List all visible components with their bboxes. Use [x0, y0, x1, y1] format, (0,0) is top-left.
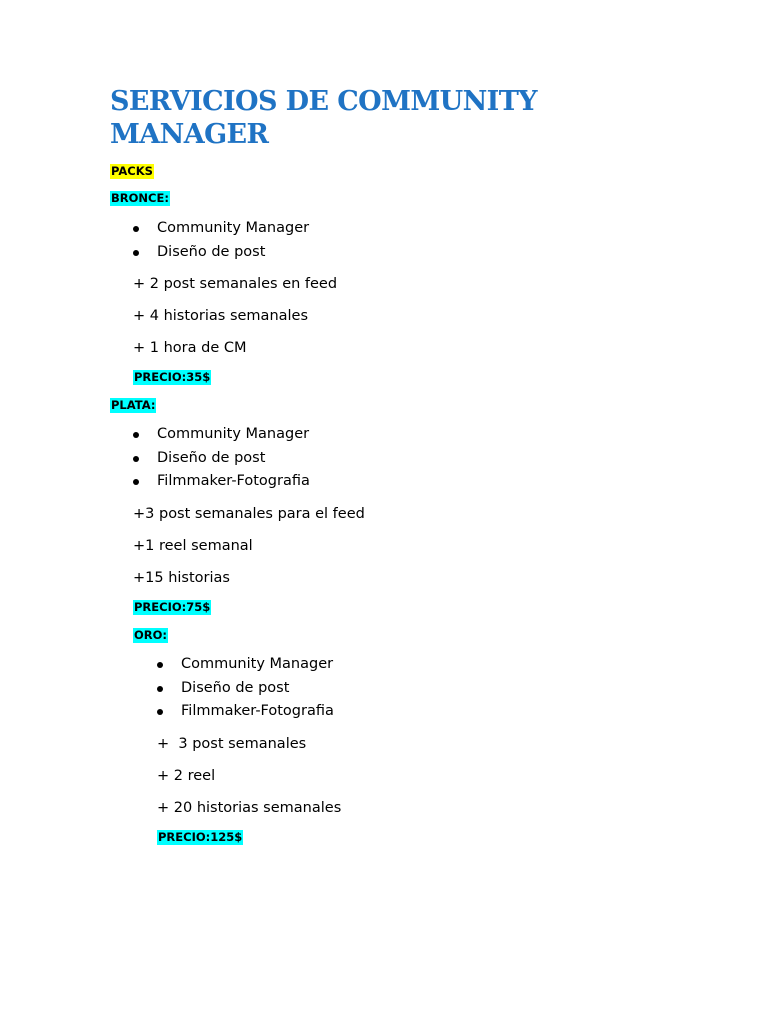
bullet-icon [157, 686, 163, 692]
document-title: SERVICIOS DE COMMUNITY MANAGER [110, 86, 537, 150]
list-item [133, 217, 309, 241]
list-item [133, 470, 310, 494]
plata-feature-list [133, 423, 310, 494]
plata-extra-line: +1 reel semanal [133, 538, 253, 554]
list-item [157, 700, 334, 724]
plata-extra-line: +3 post semanales para el feed [133, 506, 365, 522]
bullet-icon [133, 479, 139, 485]
bronce-extra-line: + 4 historias semanales [133, 308, 309, 324]
plata-label: PLATA: [111, 398, 156, 412]
bullet-icon [133, 226, 139, 232]
bullet-icon [157, 709, 163, 715]
bronce-feature-list [133, 217, 309, 264]
oro-label: ORO: [134, 628, 168, 642]
oro-extra-line: + 3 post semanales [157, 736, 307, 752]
list-item [133, 447, 310, 471]
oro-extra-line: + 20 historias semanales [157, 800, 342, 816]
oro-feature-list [157, 653, 334, 724]
bullet-icon [133, 250, 139, 256]
list-item [157, 653, 334, 677]
oro-price: PRECIO:125$ [158, 830, 243, 844]
bronce-extra-line: + 2 post semanales en feed [133, 276, 338, 292]
list-item-text: Diseño de post [157, 243, 266, 260]
plata-extra-line: +15 historias [133, 570, 230, 586]
list-item [157, 677, 334, 701]
list-item [133, 241, 309, 265]
list-item-text: Diseño de post [157, 449, 266, 466]
bronce-price: PRECIO:35$ [134, 370, 211, 384]
list-item-text: Community Manager [181, 656, 334, 672]
list-item-text: Diseño de post [181, 679, 290, 696]
bullet-icon [157, 662, 163, 668]
oro-extra-line: + 2 reel [157, 768, 216, 784]
list-item-text: Filmmaker-Fotografia [157, 473, 310, 489]
bullet-icon [133, 432, 139, 438]
plata-price: PRECIO:75$ [134, 600, 211, 614]
packs-label: PACKS [111, 164, 153, 178]
list-item [133, 423, 310, 447]
list-item-text: Community Manager [157, 426, 310, 442]
list-item-text: Filmmaker-Fotografia [181, 703, 334, 719]
bullet-icon [133, 456, 139, 462]
bronce-label: BRONCE: [111, 191, 169, 205]
bronce-extra-line: + 1 hora de CM [133, 340, 247, 356]
list-item-text: Community Manager [157, 220, 310, 236]
